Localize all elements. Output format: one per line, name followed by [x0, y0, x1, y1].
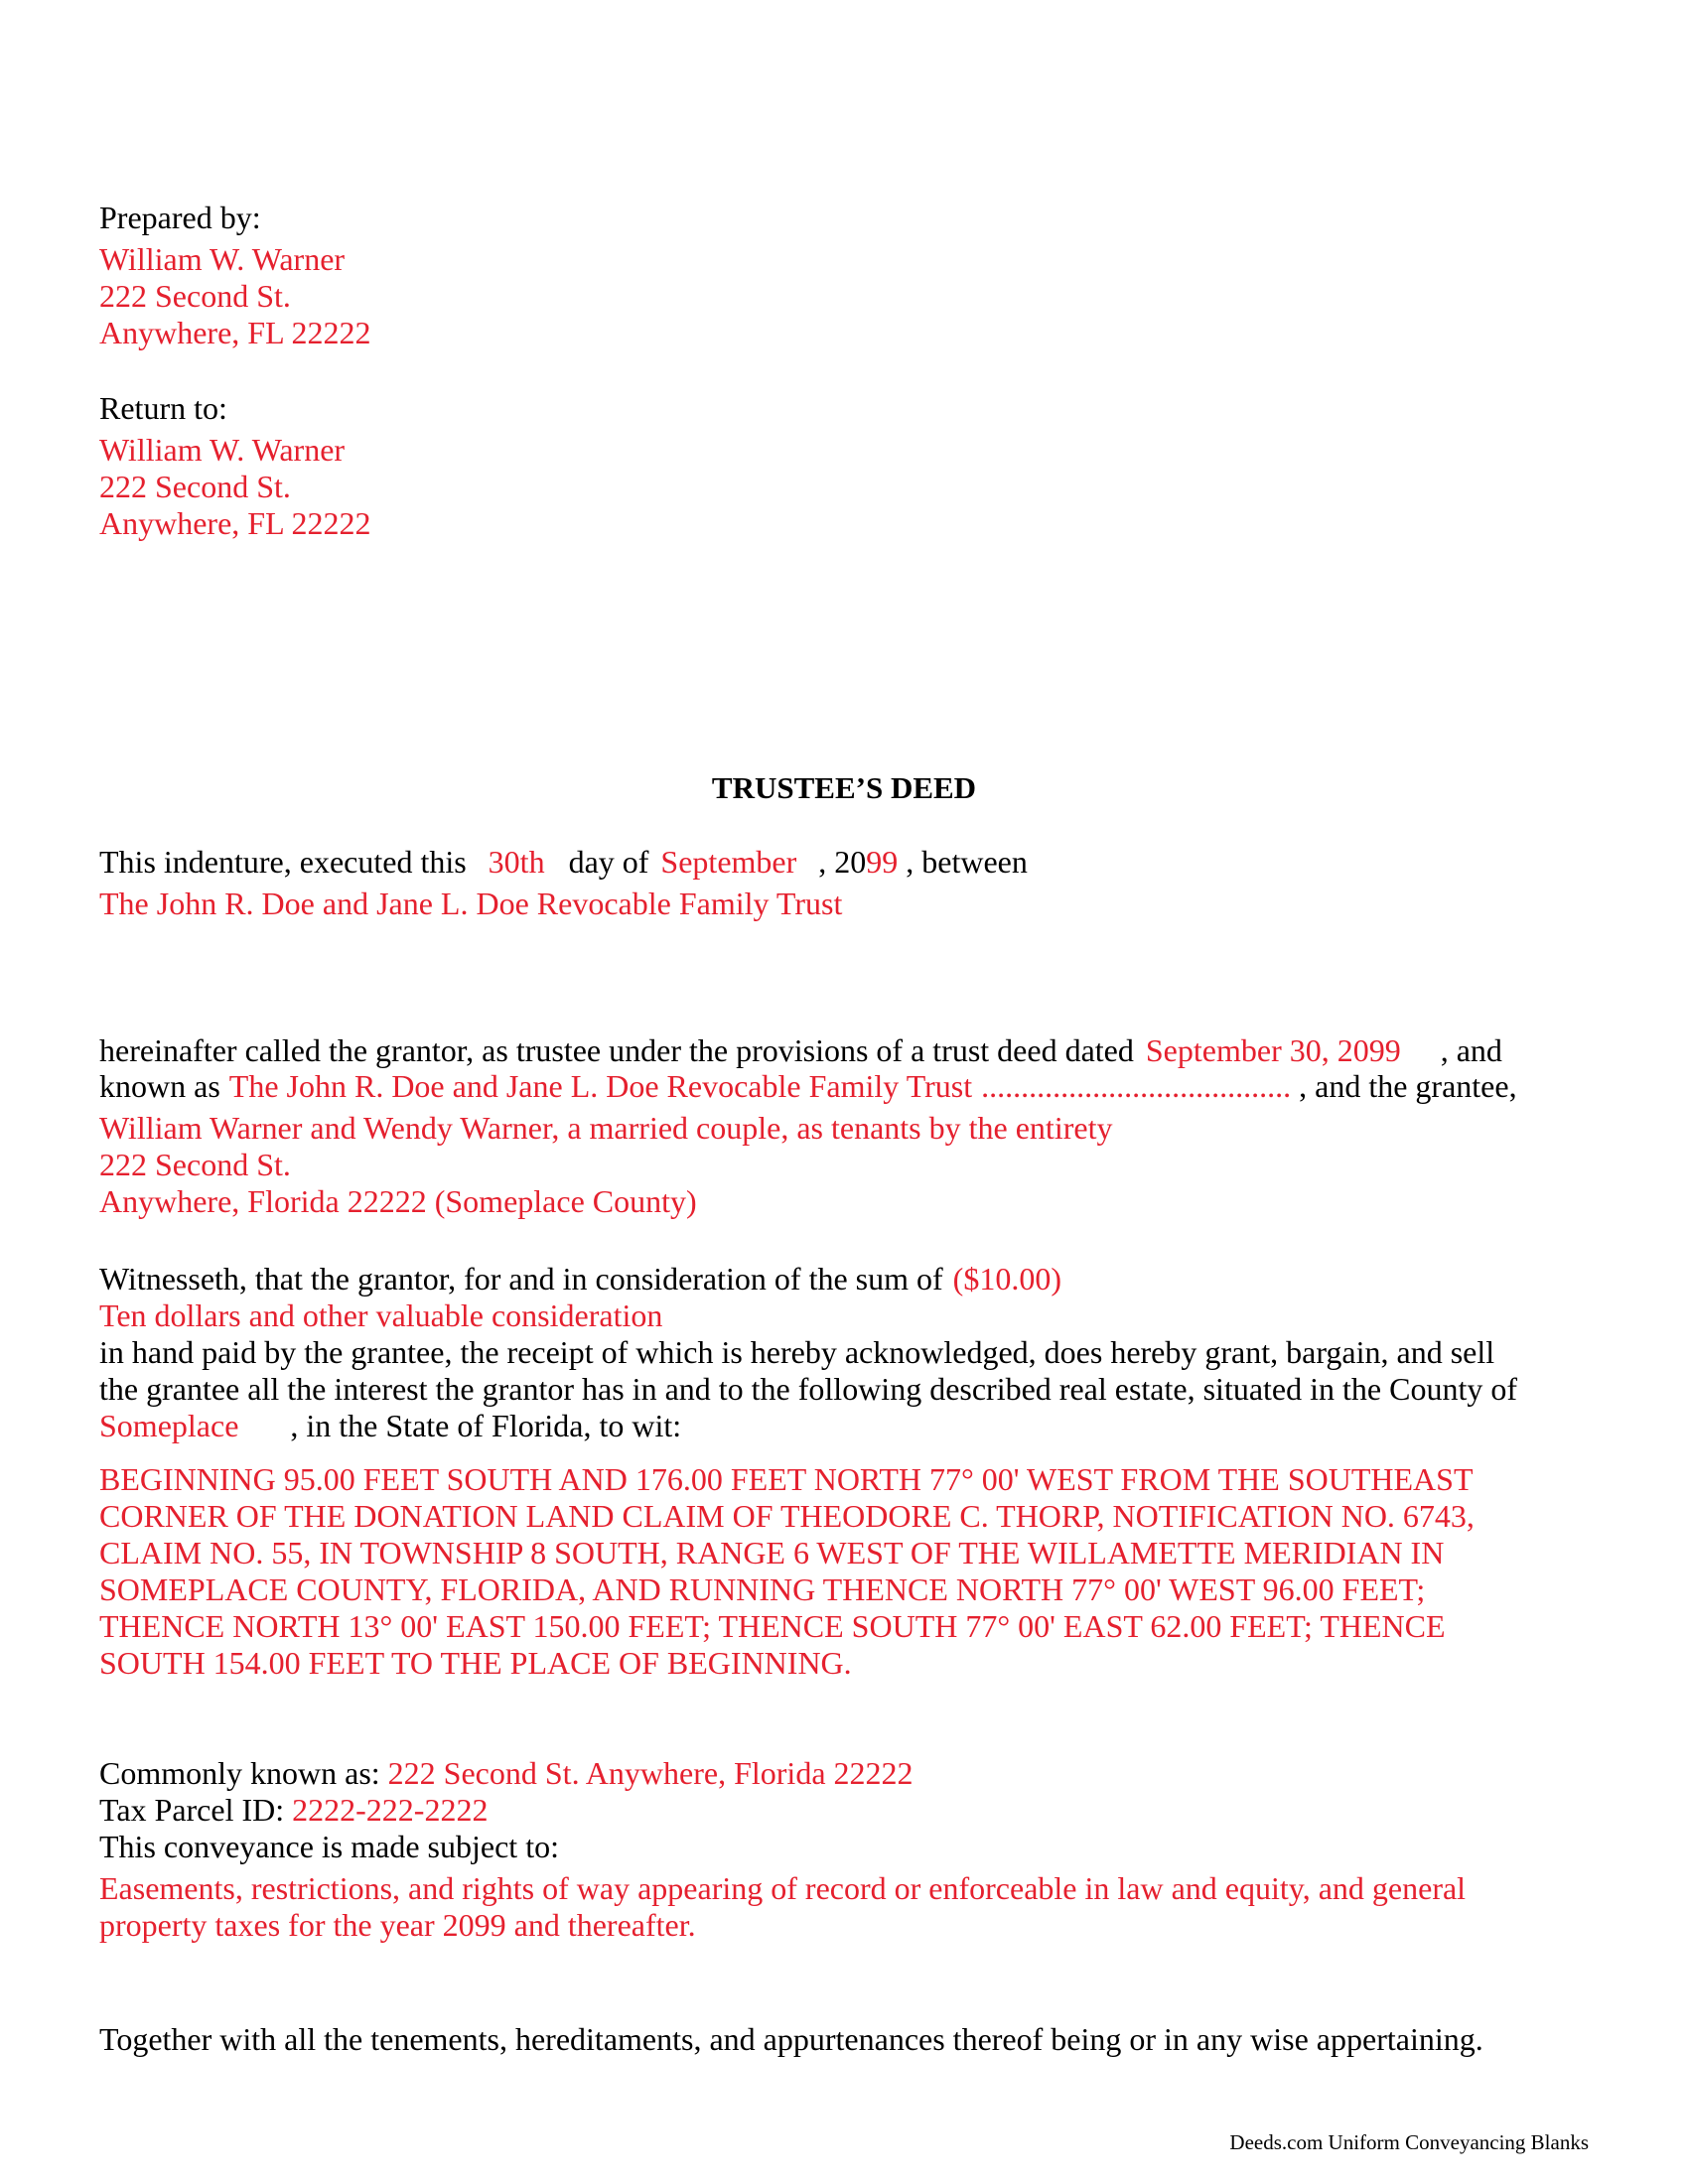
indenture-block — [99, 844, 1028, 922]
legal-description-line: BEGINNING 95.00 FEET SOUTH AND 176.00 FEET NORTH 77° 00' WEST FROM THE SOUTHEAST — [99, 1461, 1474, 1497]
consideration-text: Witnesseth, that the grantor, for and in consideration of the sum of — [99, 1261, 943, 1297]
tax-parcel-label: Tax Parcel ID: — [99, 1792, 285, 1828]
prepared-by-name: William W. Warner — [99, 241, 346, 277]
return-to-label: Return to: — [99, 390, 227, 426]
grantee-name: William Warner and Wendy Warner, a married couple, as tenants by the entirety — [99, 1110, 1113, 1146]
trust-date: September 30, 2099 — [1145, 1032, 1401, 1068]
prepared-by-address2: Anywhere, FL 22222 — [99, 315, 371, 350]
property-block — [99, 1755, 1466, 1944]
grantee-address2: Anywhere, Florida 22222 (Someplace County) — [99, 1183, 697, 1219]
grantor-clause-block — [99, 1032, 1517, 1220]
consideration-words: Ten dollars and other valuable consideration — [99, 1297, 663, 1333]
consideration-block — [99, 1261, 1517, 1444]
county-name: Someplace — [99, 1408, 239, 1443]
legal-description-line: CORNER OF THE DONATION LAND CLAIM OF THEODORE C. THORP, NOTIFICATION NO. 6743, — [99, 1498, 1475, 1534]
legal-description-line: THENCE NORTH 13° 00' EAST 150.00 FEET; THENCE SOUTH 77° 00' EAST 62.00 FEET; THENCE — [99, 1608, 1446, 1644]
trust-name-dots: ....................................... — [981, 1068, 1292, 1104]
prepared-by-address1: 222 Second St. — [99, 278, 291, 314]
commonly-known-label: Commonly known as: — [99, 1755, 380, 1791]
return-to-address2: Anywhere, FL 22222 — [99, 505, 371, 541]
grantor-clause-and: , and — [1440, 1032, 1502, 1068]
subject-to-line: Easements, restrictions, and rights of way appearing of record or enforceable in law and equity, and general — [99, 1870, 1467, 1906]
legal-description-line: CLAIM NO. 55, IN TOWNSHIP 8 SOUTH, RANGE 6 WEST OF THE WILLAMETTE MERIDIAN IN — [99, 1535, 1445, 1570]
grantee-address1: 222 Second St. — [99, 1147, 291, 1182]
grantor-name: The John R. Doe and Jane L. Doe Revocable Family Trust — [99, 886, 843, 921]
known-as-label: known as — [99, 1068, 220, 1104]
prepared-by-block — [99, 200, 370, 351]
legal-description-line: SOMEPLACE COUNTY, FLORIDA, AND RUNNING THENCE NORTH 77° 00' WEST 96.00 FEET; — [99, 1571, 1426, 1607]
return-to-address1: 222 Second St. — [99, 469, 291, 504]
indenture-text: This indenture, executed this — [99, 844, 467, 880]
document-title: TRUSTEE’S DEED — [711, 770, 977, 805]
subject-to-label: This conveyance is made subject to: — [99, 1829, 559, 1864]
consideration-text2: in hand paid by the grantee, the receipt of which is hereby acknowledged, does hereby grant, bargain, and sell — [99, 1334, 1495, 1370]
indenture-year-prefix: , 20 — [818, 844, 867, 880]
indenture-dayof: day of — [568, 844, 649, 880]
subject-to-line: property taxes for the year 2099 and thereafter. — [99, 1907, 696, 1943]
execution-day: 30th — [488, 844, 545, 880]
execution-year-suffix: 99 — [866, 844, 899, 880]
state-text: , in the State of Florida, to wit: — [290, 1408, 682, 1443]
trust-name: The John R. Doe and Jane L. Doe Revocable Family Trust — [228, 1068, 973, 1104]
footer-text: Deeds.com Uniform Conveyancing Blanks — [1229, 2130, 1589, 2154]
legal-description — [99, 1461, 1475, 1682]
commonly-known-value: 222 Second St. Anywhere, Florida 22222 — [387, 1755, 914, 1791]
return-to-name: William W. Warner — [99, 432, 346, 468]
consideration-text3: the grantee all the interest the grantor has in and to the following described real estate, situated in the County of — [99, 1371, 1517, 1407]
return-to-block — [99, 390, 370, 542]
consideration-amount: ($10.00) — [952, 1261, 1061, 1297]
and-grantee-text: , and the grantee, — [1299, 1068, 1517, 1104]
legal-description-line: SOUTH 154.00 FEET TO THE PLACE OF BEGINNING. — [99, 1645, 852, 1681]
execution-month: September — [660, 844, 797, 880]
prepared-by-label: Prepared by: — [99, 200, 261, 235]
indenture-between: , between — [906, 844, 1028, 880]
together-clause: Together with all the tenements, hereditaments, and appurtenances thereof being or in any wise appertaining. — [99, 2021, 1483, 2057]
tax-parcel-value: 2222-222-2222 — [292, 1792, 489, 1828]
grantor-clause-text: hereinafter called the grantor, as trustee under the provisions of a trust deed dated — [99, 1032, 1134, 1068]
